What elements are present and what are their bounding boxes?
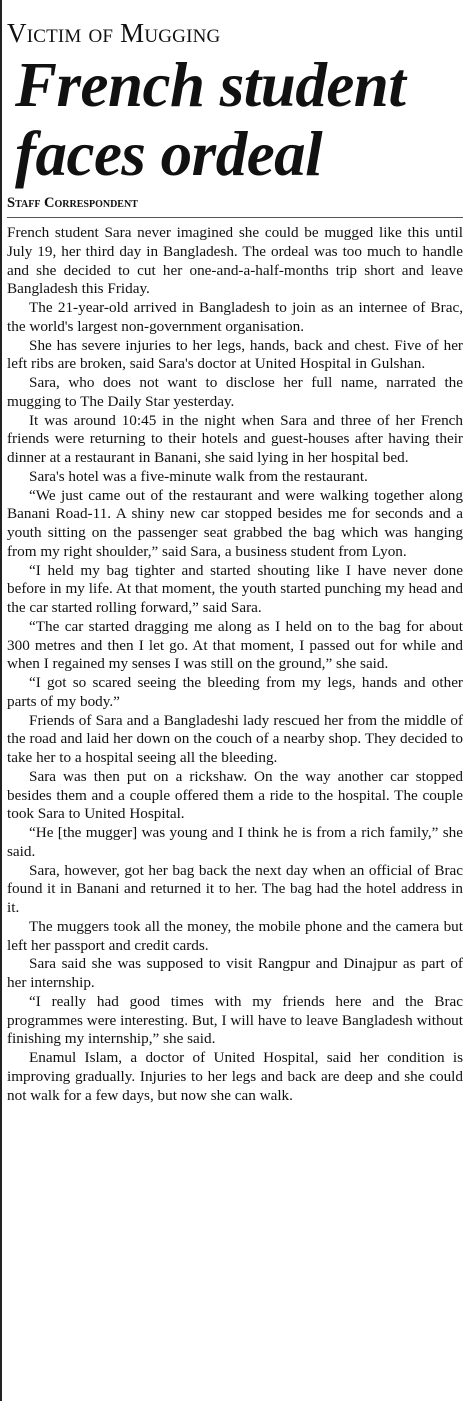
article-kicker: Victim of Mugging xyxy=(7,18,221,48)
article-paragraph: She has severe injuries to her legs, hands, back and chest. Five of her left ribs are broken, said Sara's doctor at United Hospital in Gulshan. xyxy=(7,336,463,373)
article-paragraph: “I really had good times with my friends here and the Brac programmes were interesting. But, I will have to leave Bangladesh without finishing my internship,” she said. xyxy=(7,992,463,1048)
article-paragraph: Sara said she was supposed to visit Rangpur and Dinajpur as part of her internship. xyxy=(7,955,463,991)
article-paragraph: Friends of Sara and a Bangladeshi lady rescued her from the middle of the road and laid her down on the couch of a nearby shop. They decided to take her to a hospital seeing all the bleeding. xyxy=(7,711,463,766)
article-headline: French student faces ordeal xyxy=(15,50,406,189)
article-paragraph: Sara, however, got her bag back the next day when an official of Brac found it in Banani and returned it to her. The bag had the hotel address in it. xyxy=(7,861,463,916)
article-paragraph: Sara was then put on a rickshaw. On the way another car stopped besides them and a couple offered them a ride to the hospital. The couple took Sara to United Hospital. xyxy=(7,767,463,823)
article-paragraph: “We just came out of the restaurant and were walking together along Banani Road-11. A shiny new car stopped besides me for seconds and a youth sitting on the passenger seat grabbed the bag which was hanging from my right shoulder,” said Sara, a business student from Lyon. xyxy=(7,486,463,560)
article-paragraph: “I held my bag tighter and started shouting like I have never done before in my life. At that moment, the youth started punching my head and the car started rolling forward,” said Sara. xyxy=(7,561,463,616)
article-paragraph: “The car started dragging me along as I held on to the bag for about 300 metres and then I let go. At that moment, I passed out for while and when I regained my senses I was still on the ground,” she said. xyxy=(7,617,463,673)
article-byline: Staff Correspondent xyxy=(7,195,138,211)
article-paragraph: It was around 10:45 in the night when Sara and three of her French friends were returning to their hotels and guest-houses after having their dinner at a restaurant in Banani, she said lying in her hospital bed. xyxy=(7,411,463,466)
article-paragraph: The 21-year-old arrived in Bangladesh to join as an internee of Brac, the world's largest non-government organisation. xyxy=(7,299,463,335)
article-paragraph: French student Sara never imagined she could be mugged like this until July 19, her third day in Bangladesh. The ordeal was too much to handle and she decided to cut her one-and-a-half-months trip short and leave Bangladesh this Friday. xyxy=(7,224,463,298)
article-paragraph: The muggers took all the money, the mobile phone and the camera but left her passport and credit cards. xyxy=(7,917,463,954)
article-paragraph: Enamul Islam, a doctor of United Hospital, said her condition is improving gradually. Injuries to her legs and back are deep and she could not walk for a few days, but now she can walk. xyxy=(7,1049,463,1104)
article-body xyxy=(7,224,463,1105)
article-paragraph: “He [the mugger] was young and I think he is from a rich family,” she said. xyxy=(7,824,463,860)
article-paragraph: “I got so scared seeing the bleeding from my legs, hands and other parts of my body.” xyxy=(7,674,463,710)
article-paragraph: Sara's hotel was a five-minute walk from the restaurant. xyxy=(29,467,368,485)
article-paragraph: Sara, who does not want to disclose her full name, narrated the mugging to The Daily Star yesterday. xyxy=(7,374,463,410)
byline-divider xyxy=(7,217,463,218)
